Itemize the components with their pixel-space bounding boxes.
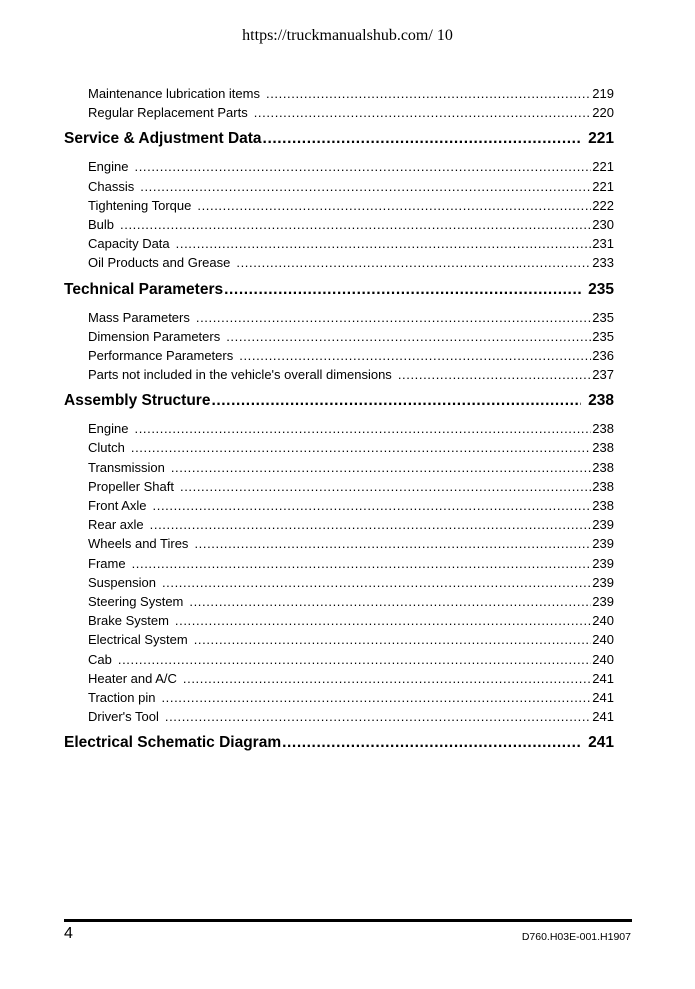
toc-entry[interactable] [64, 458, 614, 477]
toc-entry-title: Clutch [88, 440, 125, 456]
toc-dot-leader [132, 554, 592, 573]
toc-entry[interactable] [64, 177, 614, 196]
toc-dot-leader [161, 688, 591, 707]
toc-entry[interactable] [64, 554, 614, 573]
toc-entry-page: 238 [592, 498, 614, 513]
toc-entry-page: 235 [592, 309, 614, 325]
footer-page-number: 4 [64, 925, 73, 942]
toc-entry-title: Oil Products and Grease [88, 255, 231, 271]
toc-entry[interactable] [64, 234, 614, 253]
toc-dot-leader [282, 729, 581, 757]
toc-dot-leader [189, 592, 591, 611]
toc-entry-title: Engine [88, 421, 129, 437]
toc-entry[interactable] [64, 215, 614, 234]
toc-entry-title: Suspension [88, 574, 156, 590]
toc-dot-leader [140, 177, 591, 196]
toc-entry-page: 221 [592, 178, 614, 194]
toc-entry[interactable] [64, 688, 614, 707]
footer-document-code: D760.H03E-001.H1907 [521, 931, 631, 943]
toc-entry-title: Tightening Torque [88, 197, 192, 213]
toc-entry[interactable] [64, 438, 614, 457]
toc-entry-page: 238 [588, 392, 614, 410]
toc-dot-leader [175, 611, 591, 630]
toc-entry-title: Electrical System [88, 632, 188, 648]
toc-entry[interactable] [64, 534, 614, 553]
toc-entry-title: Dimension Parameters [88, 328, 221, 344]
toc-dot-leader [120, 215, 591, 234]
toc-entry-page: 237 [592, 367, 614, 383]
toc-entry-title: Regular Replacement Parts [88, 105, 248, 121]
toc-dot-leader [196, 308, 591, 327]
toc-entry-page: 219 [592, 86, 614, 101]
toc-entry-title: Transmission [88, 459, 165, 475]
toc-entry-page: 241 [592, 689, 614, 705]
toc-entry-page: 240 [592, 632, 614, 648]
table-of-contents [64, 84, 614, 761]
toc-dot-leader [197, 196, 591, 215]
toc-entry[interactable] [64, 103, 614, 122]
toc-entry-page: 239 [592, 517, 614, 533]
toc-entry-title: Technical Parameters [64, 280, 224, 298]
toc-entry[interactable] [64, 611, 614, 630]
toc-section-entry[interactable] [64, 276, 614, 304]
toc-entry-title: Performance Parameters [88, 347, 234, 363]
toc-entry-title: Front Axle [88, 498, 147, 513]
toc-entry[interactable] [64, 669, 614, 688]
toc-entry[interactable] [64, 515, 614, 534]
toc-dot-leader [131, 438, 591, 457]
toc-entry[interactable] [64, 477, 614, 496]
toc-entry-page: 239 [592, 574, 614, 590]
toc-dot-leader [165, 707, 591, 726]
toc-dot-leader [118, 650, 591, 669]
toc-entry-title: Cab [88, 651, 112, 667]
toc-dot-leader [194, 534, 591, 553]
toc-entry-page: 241 [592, 670, 614, 686]
toc-entry-title: Steering System [88, 593, 184, 609]
toc-entry[interactable] [64, 630, 614, 649]
toc-dot-leader [263, 125, 582, 153]
toc-dot-leader [211, 387, 581, 415]
toc-section-entry[interactable] [64, 729, 614, 757]
toc-entry-title: Mass Parameters [88, 309, 190, 325]
toc-dot-leader [153, 496, 592, 515]
toc-entry[interactable] [64, 365, 614, 384]
toc-entry-page: 221 [588, 130, 614, 148]
toc-entry-page: 230 [592, 216, 614, 232]
toc-dot-leader [171, 458, 591, 477]
toc-entry-title: Chassis [88, 178, 135, 194]
toc-dot-leader [162, 573, 591, 592]
toc-entry-title: Capacity Data [88, 236, 170, 252]
toc-entry-page: 235 [588, 280, 614, 298]
toc-entry-page: 238 [592, 459, 614, 475]
toc-entry-page: 238 [592, 478, 614, 494]
toc-dot-leader [398, 365, 591, 384]
toc-entry-title: Engine [88, 159, 129, 175]
toc-dot-leader [194, 630, 592, 649]
toc-entry-title: Traction pin [88, 689, 156, 705]
toc-entry-title: Heater and A/C [88, 670, 177, 686]
toc-entry-title: Service & Adjustment Data [64, 130, 262, 148]
toc-entry-title: Maintenance lubrication items [88, 86, 260, 101]
toc-entry[interactable] [64, 650, 614, 669]
toc-entry[interactable] [64, 196, 614, 215]
toc-entry-page: 235 [592, 328, 614, 344]
toc-entry[interactable] [64, 84, 614, 103]
toc-entry-page: 231 [592, 236, 614, 252]
toc-dot-leader [266, 84, 591, 103]
toc-entry-title: Bulb [88, 216, 115, 232]
toc-dot-leader [134, 419, 591, 438]
toc-entry-page: 240 [592, 651, 614, 667]
toc-dot-leader [226, 327, 591, 346]
toc-dot-leader [176, 234, 592, 253]
toc-entry-page: 220 [592, 105, 614, 121]
toc-entry-title: Electrical Schematic Diagram [64, 734, 282, 752]
toc-entry[interactable] [64, 346, 614, 365]
toc-entry-page: 233 [592, 255, 614, 271]
toc-entry[interactable] [64, 327, 614, 346]
toc-entry[interactable] [64, 496, 614, 515]
header-url: https://truckmanualshub.com/ 10 [242, 27, 453, 44]
toc-entry-title: Driver's Tool [88, 709, 159, 725]
toc-entry[interactable] [64, 157, 614, 176]
toc-entry-page: 238 [592, 440, 614, 456]
toc-dot-leader [180, 477, 591, 496]
toc-dot-leader [183, 669, 591, 688]
toc-entry-page: 238 [592, 421, 614, 437]
toc-entry[interactable] [64, 707, 614, 726]
footer-divider [64, 919, 632, 922]
toc-entry[interactable] [64, 253, 614, 272]
toc-entry-page: 239 [592, 536, 614, 552]
toc-entry-title: Frame [88, 555, 126, 571]
toc-entry[interactable] [64, 592, 614, 611]
toc-entry-page: 241 [592, 709, 614, 725]
toc-entry-title: Parts not included in the vehicle's overall dimensions [88, 367, 392, 383]
toc-dot-leader [239, 346, 591, 365]
toc-entry-page: 241 [588, 734, 614, 752]
toc-entry[interactable] [64, 573, 614, 592]
toc-entry-page: 239 [592, 555, 614, 571]
toc-entry[interactable] [64, 308, 614, 327]
toc-entry-title: Propeller Shaft [88, 478, 174, 494]
toc-entry-title: Rear axle [88, 517, 144, 533]
toc-entry-title: Brake System [88, 613, 169, 629]
toc-entry-page: 240 [592, 613, 614, 629]
toc-entry-title: Wheels and Tires [88, 536, 189, 552]
toc-dot-leader [150, 515, 592, 534]
toc-entry-page: 239 [592, 593, 614, 609]
toc-section-entry[interactable] [64, 125, 614, 153]
toc-section-entry[interactable] [64, 387, 614, 415]
toc-entry-page: 236 [592, 347, 614, 363]
toc-dot-leader [224, 276, 581, 304]
toc-entry-page: 222 [592, 197, 614, 213]
toc-entry-title: Assembly Structure [64, 392, 211, 410]
toc-dot-leader [134, 157, 591, 176]
toc-dot-leader [254, 103, 592, 122]
toc-entry[interactable] [64, 419, 614, 438]
toc-dot-leader [236, 253, 591, 272]
toc-entry-page: 221 [592, 159, 614, 175]
